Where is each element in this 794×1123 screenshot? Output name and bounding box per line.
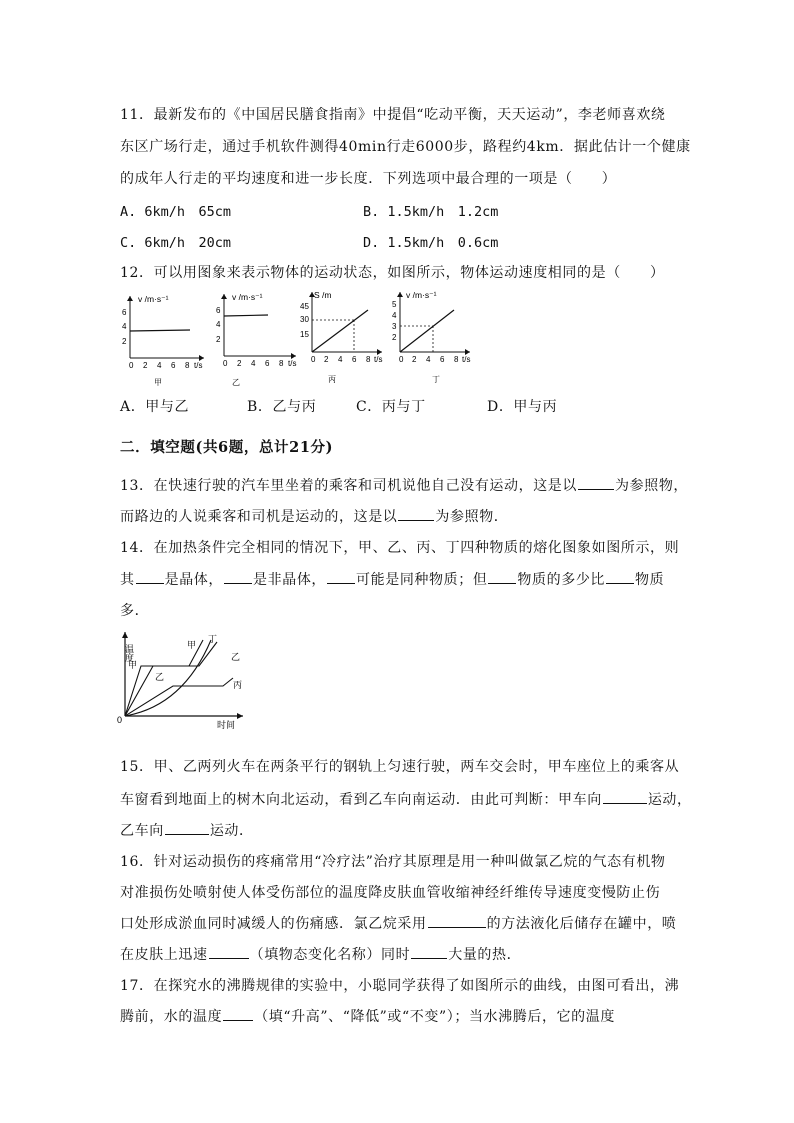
graph-bing-xtick-0: 0 <box>311 355 316 364</box>
q15-text-3: 乙车向 <box>120 823 164 839</box>
graph-yi-xtick-2: 2 <box>237 359 242 368</box>
q14-line-2 <box>120 569 664 589</box>
graph-bing-caption: 丙 <box>328 375 336 384</box>
graph-yi-xtick-4: 4 <box>251 359 256 368</box>
q11-line-1: 11．最新发布的《中国居民膳食指南》中提倡“吃动平衡，天天运动”，李老师喜欢绕 <box>120 107 666 123</box>
q14-curve-bing <box>125 678 233 716</box>
q12-option-d: D．甲与丙 <box>487 399 558 415</box>
q11-option-d: D. 1.5km/h 0.6cm <box>363 235 499 251</box>
graph-jia-ylabel: v /m·s⁻¹ <box>138 294 169 304</box>
q14-curve-yi <box>125 642 217 716</box>
graph-ding-ytick-3: 3 <box>392 322 397 331</box>
q16-blank-2[interactable] <box>209 944 249 959</box>
q14-curve-ding <box>125 640 211 716</box>
graph-yi-xtick-0: 0 <box>223 359 228 368</box>
q14-text-f: 物质 <box>635 572 665 588</box>
graph-ding-ylabel: v /m·s⁻¹ <box>406 290 437 300</box>
q15-line-1: 15．甲、乙两列火车在两条平行的钢轨上匀速行驶，两车交会时，甲车座位上的乘客从 <box>120 759 680 775</box>
q14-text-c: 是非晶体， <box>253 572 327 588</box>
q13-line-2 <box>120 506 508 526</box>
q11-line-3: 的成年人行走的平均速度和进一步长度．下列选项中最合理的一项是（ ） <box>120 171 617 187</box>
graph-bing-xtick-6: 6 <box>352 355 357 364</box>
q12-option-c: C．丙与丁 <box>356 399 426 415</box>
q16-line-1: 16．针对运动损伤的疼痛常用“冷疗法”治疗其原理是用一种叫做氯乙烷的气态有机物 <box>120 854 666 870</box>
q14-blank-5[interactable] <box>606 569 634 584</box>
graph-bing <box>300 290 382 384</box>
graph-jia-xtick-0: 0 <box>129 361 134 370</box>
q15-blank-1[interactable] <box>603 789 647 804</box>
graph-bing-xtick-4: 4 <box>338 355 343 364</box>
q14-blank-1[interactable] <box>136 569 164 584</box>
q16-text-1: 口处形成淤血同时减缓人的伤痛感．氯乙烷采用 <box>120 916 427 932</box>
q13-text-4: 为参照物． <box>435 509 509 525</box>
graph-jia-xtick-6: 6 <box>171 361 176 370</box>
graph-ding-caption: 丁 <box>432 375 440 384</box>
q16-blank-1[interactable] <box>428 913 486 928</box>
q11-option-b: B. 1.5km/h 1.2cm <box>363 204 499 220</box>
q14-text-e: 物质的多少比 <box>517 572 606 588</box>
graph-yi-caption: 乙 <box>232 378 240 387</box>
graph-ding-xtick-2: 2 <box>412 355 417 364</box>
graph-bing-ylabel: S /m <box>314 290 332 300</box>
q14-line-1: 14．在加热条件完全相同的情况下，甲、乙、丙、丁四种物质的熔化图象如图所示，则 <box>120 540 680 556</box>
q12-motion-graphs <box>114 288 494 388</box>
graph-jia-xtick-2: 2 <box>143 361 148 370</box>
graph-ding-xtick-8: 8 <box>454 355 459 364</box>
graph-bing-ytick-30: 30 <box>300 315 309 324</box>
graph-bing-xunit: t/s <box>374 355 383 364</box>
graph-jia-ytick-4: 4 <box>122 322 127 331</box>
q13-text-3: 而路边的人说乘客和司机是运动的，这是以 <box>120 509 398 525</box>
graph-jia-caption: 甲 <box>154 378 162 387</box>
graph-ding-xtick-4: 4 <box>426 355 431 364</box>
q13-text-1: 13．在快速行驶的汽车里坐着的乘客和司机说他自己没有运动，这是以 <box>120 478 578 494</box>
q14-origin: 0 <box>117 715 123 725</box>
q17-blank-1[interactable] <box>223 1006 253 1021</box>
graph-yi <box>216 292 296 387</box>
graph-ding-xunit: t/s <box>462 355 471 364</box>
q16-line-2: 对准损伤处喷射使人体受伤部位的温度降皮肤血管收缩神经纤维传导速度变慢防止伤 <box>120 885 661 901</box>
graph-ding-ytick-2: 2 <box>392 333 397 342</box>
graph-bing-line <box>312 310 368 352</box>
graph-jia-xunit: t/s <box>194 361 203 370</box>
graph-ding-line <box>400 310 454 352</box>
graph-bing-ytick-15: 15 <box>300 330 309 339</box>
graph-yi-xtick-8: 8 <box>279 359 284 368</box>
q11-option-a: A. 6km/h 65cm <box>120 204 232 220</box>
q16-text-2: 的方法液化后储存在罐中，喷 <box>486 916 677 932</box>
q17-line-2 <box>120 1006 615 1026</box>
q16-text-3: 在皮肤上迅速 <box>120 947 208 963</box>
graph-bing-ytick-45: 45 <box>300 302 309 311</box>
q15-line-3 <box>120 820 254 840</box>
q14-label-jia-axis: 甲 <box>128 660 138 670</box>
graph-yi-line <box>224 315 268 316</box>
q14-blank-2[interactable] <box>224 569 252 584</box>
q13-line-1 <box>120 475 688 495</box>
graph-jia-xtick-8: 8 <box>185 361 190 370</box>
q16-text-4: （填物态变化名称）同时 <box>249 947 411 963</box>
q14-text-d: 可能是同种物质；但 <box>356 572 488 588</box>
q13-text-2: 为参照物， <box>615 478 689 494</box>
q14-ylabel: 温度 <box>124 644 134 662</box>
graph-yi-ylabel: v /m·s⁻¹ <box>232 292 263 302</box>
graph-ding-ytick-4: 4 <box>392 311 397 320</box>
q15-text-1: 车窗看到地面上的树木向北运动，看到乙车向南运动．由此可判断：甲车向 <box>120 792 602 808</box>
graph-yi-xtick-6: 6 <box>265 359 270 368</box>
graph-yi-ytick-4: 4 <box>216 320 221 329</box>
q16-line-4 <box>120 944 521 964</box>
q15-text-2: 运动， <box>647 792 692 808</box>
q12-option-a: A．甲与乙 <box>120 399 190 415</box>
graph-jia <box>122 294 204 387</box>
q11-line-2: 东区广场行走，通过手机软件测得40min行走6000步，路程约4km．据此估计一个健康 <box>120 139 691 155</box>
q14-melting-graph <box>113 628 251 738</box>
q14-label-yi-inner: 乙 <box>155 672 165 682</box>
graph-bing-xtick-2: 2 <box>324 355 329 364</box>
graph-ding-ytick-5: 5 <box>392 300 397 309</box>
graph-jia-ytick-6: 6 <box>122 308 127 317</box>
q14-text-b: 是晶体， <box>164 572 224 588</box>
q16-blank-3[interactable] <box>411 944 447 959</box>
graph-ding-xtick-6: 6 <box>440 355 445 364</box>
q14-label-bing: 丙 <box>233 680 243 690</box>
q14-xlabel: 时间 <box>217 720 236 730</box>
section-2-heading: 二．填空题(共6题，总计21分) <box>120 439 334 456</box>
graph-jia-xtick-4: 4 <box>157 361 162 370</box>
q13-blank-1[interactable] <box>578 475 614 490</box>
q14-blank-4[interactable] <box>488 569 516 584</box>
graph-ding-xtick-0: 0 <box>399 355 404 364</box>
q14-text-a: 其 <box>120 572 135 588</box>
q17-text-2: （填“升高”、“降低”或“不变”）；当水沸腾后，它的温度 <box>254 1009 615 1025</box>
graph-jia-line <box>130 330 190 331</box>
graph-jia-ytick-2: 2 <box>122 337 127 346</box>
q14-line-3: 多． <box>120 603 150 619</box>
graph-yi-xunit: t/s <box>288 359 297 368</box>
q12-option-b: B．乙与丙 <box>247 399 317 415</box>
graph-ding <box>392 290 470 384</box>
q14-label-ding: 丁 <box>208 634 218 644</box>
q15-text-4: 运动． <box>209 823 254 839</box>
q15-blank-2[interactable] <box>165 820 209 835</box>
q17-line-1: 17．在探究水的沸腾规律的实验中，小聪同学获得了如图所示的曲线，由图可看出，沸 <box>120 978 680 994</box>
q14-label-yi: 乙 <box>231 652 241 662</box>
q11-option-c: C. 6km/h 20cm <box>120 235 232 251</box>
graph-yi-ytick-6: 6 <box>216 306 221 315</box>
q14-blank-3[interactable] <box>327 569 355 584</box>
q17-text-1: 腾前，水的温度 <box>120 1009 223 1025</box>
q16-line-3 <box>120 913 676 933</box>
q15-line-2 <box>120 789 692 809</box>
q13-blank-2[interactable] <box>398 506 434 521</box>
q12-line-1: 12．可以用图象来表示物体的运动状态，如图所示，物体运动速度相同的是（ ） <box>120 265 665 281</box>
q16-text-5: 大量的热． <box>448 947 522 963</box>
q14-label-jia: 甲 <box>187 640 197 650</box>
graph-yi-ytick-2: 2 <box>216 335 221 344</box>
graph-bing-xtick-8: 8 <box>366 355 371 364</box>
